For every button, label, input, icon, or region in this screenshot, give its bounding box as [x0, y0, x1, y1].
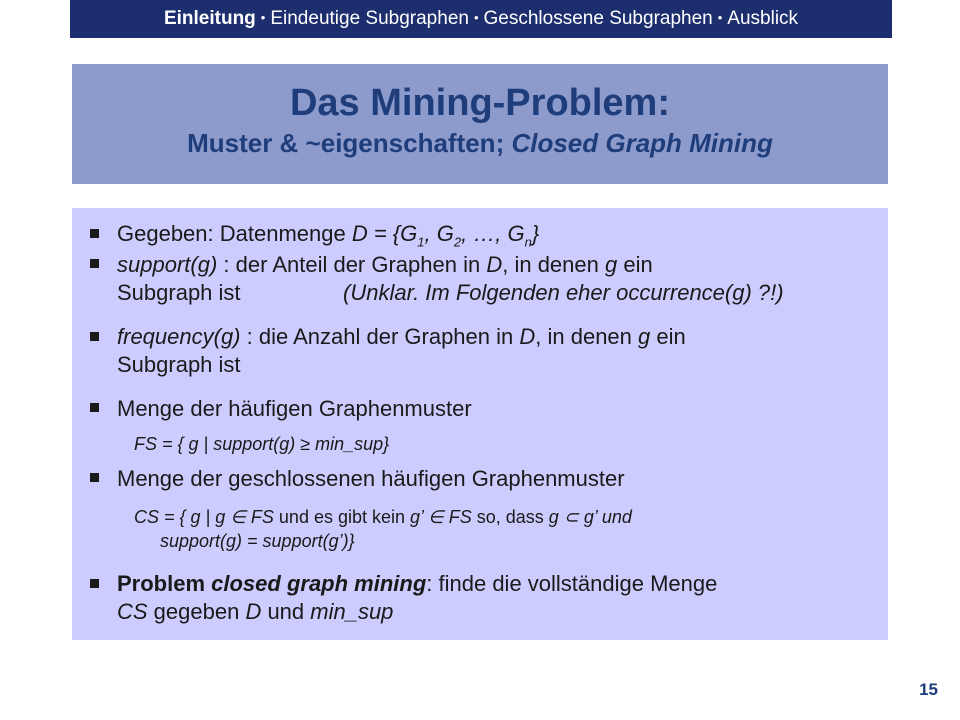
formula-cs: CS = { g | g ∈ FS und es gibt kein g’ ∈ FS so, dass g ⊂ g’ und support(g) = support(g’)} [134, 507, 632, 551]
bullet-item-haeufige-graphenmuster: Menge der häufigen Graphenmuster [117, 396, 472, 421]
section-navigation-bar [70, 0, 892, 38]
bullet-square-icon [90, 229, 99, 238]
nav-item-einleitung[interactable]: Einleitung [163, 8, 256, 29]
bullet-item-support: support(g) : der Anteil der Graphen in D, in denen g ein Subgraph ist (Unklar. Im Folgenden eher occurrence(g) ?!) [117, 252, 784, 305]
subtitle-italic-part: Closed Graph Mining [511, 128, 773, 158]
formula-fs: FS = { g | support(g) ≥ min_sup} [134, 434, 390, 454]
slide-title-box [72, 64, 888, 184]
bullet-square-icon [90, 473, 99, 482]
bullet-square-icon [90, 579, 99, 588]
nav-item-eindeutige-subgraphen[interactable]: Eindeutige Subgraphen [270, 8, 469, 29]
slide-title: Das Mining-Problem: [289, 82, 671, 124]
nav-separator-bullet: • [717, 9, 723, 25]
subtitle-part: Muster & ~eigenschaften; [187, 128, 512, 158]
nav-item-geschlossene-subgraphen[interactable]: Geschlossene Subgraphen [483, 8, 713, 29]
page-number: 15 [919, 680, 938, 699]
bullet-item-frequency: frequency(g) : die Anzahl der Graphen in D, in denen g ein Subgraph ist [117, 324, 686, 377]
nav-item-ausblick[interactable]: Ausblick [727, 8, 799, 29]
bullet-item-geschlossene-graphenmuster: Menge der geschlossenen häufigen Graphenmuster [117, 466, 625, 491]
slide-subtitle [72, 126, 888, 160]
slide-content [72, 208, 888, 640]
bullet-square-icon [90, 332, 99, 341]
bullet-item-problem: Problem closed graph mining: finde die vollständige Menge CS gegeben D und min_sup [117, 571, 718, 624]
nav-separator-bullet: • [473, 9, 479, 25]
bullet-square-icon [90, 403, 99, 412]
bullet-square-icon [90, 259, 99, 268]
bullet-item-gegeben: Gegeben: Datenmenge $D = \{G_1$, $G_2$, …, $G_n$} [117, 221, 540, 250]
nav-separator-bullet: • [260, 9, 266, 25]
